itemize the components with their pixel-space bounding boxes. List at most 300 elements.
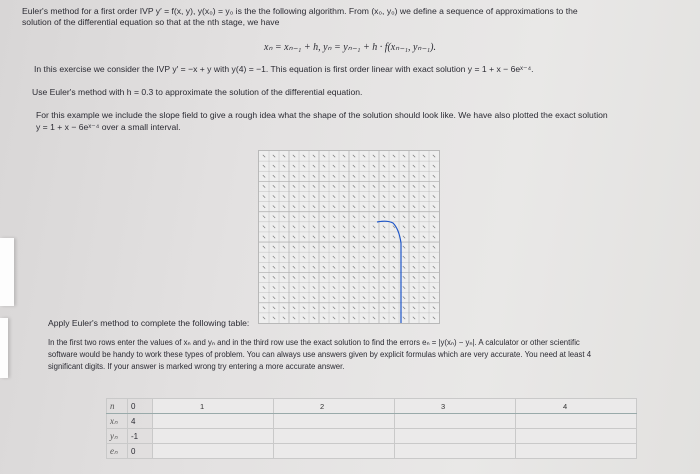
slope-mark bbox=[353, 185, 355, 187]
slope-mark bbox=[283, 286, 285, 288]
slope-mark bbox=[373, 297, 375, 299]
slope-mark bbox=[383, 155, 385, 157]
slope-mark bbox=[273, 256, 275, 258]
slope-mark bbox=[393, 256, 395, 258]
row-label-n: n bbox=[107, 399, 128, 414]
slope-mark bbox=[263, 216, 265, 218]
slope-mark bbox=[373, 185, 375, 187]
slope-mark bbox=[303, 185, 305, 187]
slope-mark bbox=[323, 205, 325, 207]
slope-mark bbox=[293, 155, 295, 157]
slope-mark bbox=[383, 297, 385, 299]
y1-input-cell[interactable] bbox=[153, 429, 274, 444]
intro-line-1: Euler's method for a first order IVP y′ = f(x, y), y(x₀) = y₀ is the the following algorithm. From (x₀, y₀) we define a sequence of approximations to the bbox=[22, 6, 578, 16]
slope-mark bbox=[363, 307, 365, 309]
slope-mark bbox=[363, 256, 365, 258]
slope-mark bbox=[333, 205, 335, 207]
slope-mark bbox=[313, 256, 315, 258]
x1-input-cell[interactable] bbox=[153, 414, 274, 429]
slope-mark bbox=[273, 297, 275, 299]
e2-input-cell[interactable] bbox=[274, 444, 395, 459]
slope-mark bbox=[423, 216, 425, 218]
slope-mark bbox=[263, 165, 265, 167]
slope-mark bbox=[423, 317, 425, 319]
slope-mark bbox=[383, 276, 385, 278]
slope-mark bbox=[413, 286, 415, 288]
slope-mark bbox=[263, 276, 265, 278]
step-size-statement: Use Euler's method with h = 0.3 to approximate the solution of the differential equation. bbox=[32, 87, 363, 97]
slope-mark bbox=[263, 307, 265, 309]
slope-mark bbox=[403, 205, 405, 207]
slope-mark bbox=[423, 226, 425, 228]
slope-mark bbox=[283, 256, 285, 258]
slope-mark bbox=[313, 286, 315, 288]
slope-mark bbox=[433, 256, 435, 258]
euler-table bbox=[106, 398, 637, 459]
slope-mark bbox=[423, 165, 425, 167]
slope-mark bbox=[293, 286, 295, 288]
slope-mark bbox=[343, 307, 345, 309]
slope-mark bbox=[373, 165, 375, 167]
slope-mark bbox=[353, 286, 355, 288]
slope-mark bbox=[373, 216, 375, 218]
slope-mark bbox=[283, 165, 285, 167]
slope-mark bbox=[403, 165, 405, 167]
slope-mark bbox=[333, 246, 335, 248]
slope-mark bbox=[433, 205, 435, 207]
slope-mark bbox=[413, 195, 415, 197]
slope-mark bbox=[353, 276, 355, 278]
slope-mark bbox=[343, 297, 345, 299]
slope-mark bbox=[363, 297, 365, 299]
slope-mark bbox=[413, 297, 415, 299]
slope-mark bbox=[363, 185, 365, 187]
slope-mark bbox=[373, 317, 375, 319]
slope-mark bbox=[363, 286, 365, 288]
slope-field-plot bbox=[258, 150, 440, 324]
slope-mark bbox=[333, 175, 335, 177]
slope-mark bbox=[353, 256, 355, 258]
slope-mark bbox=[303, 226, 305, 228]
slope-mark bbox=[303, 317, 305, 319]
slope-mark bbox=[313, 226, 315, 228]
slope-mark bbox=[353, 307, 355, 309]
slope-mark bbox=[393, 297, 395, 299]
slope-mark bbox=[313, 175, 315, 177]
slope-mark bbox=[263, 195, 265, 197]
slope-mark bbox=[263, 266, 265, 268]
slope-mark bbox=[303, 175, 305, 177]
slope-mark bbox=[373, 286, 375, 288]
slope-mark bbox=[303, 307, 305, 309]
table-row-n bbox=[107, 399, 637, 414]
slope-mark bbox=[433, 246, 435, 248]
slope-mark bbox=[293, 256, 295, 258]
slope-mark bbox=[373, 256, 375, 258]
slope-mark bbox=[313, 317, 315, 319]
slope-mark bbox=[393, 236, 395, 238]
intro-line-2: solution of the differential equation so that at the nth stage, we have bbox=[22, 17, 280, 27]
slope-mark bbox=[353, 266, 355, 268]
slope-mark bbox=[393, 286, 395, 288]
slope-mark bbox=[293, 276, 295, 278]
slope-mark bbox=[353, 195, 355, 197]
column-header-1: 1 bbox=[200, 402, 205, 411]
slope-mark bbox=[343, 216, 345, 218]
y2-input-cell[interactable] bbox=[274, 429, 395, 444]
x2-input-cell[interactable] bbox=[274, 414, 395, 429]
slope-mark bbox=[323, 266, 325, 268]
slope-mark bbox=[423, 155, 425, 157]
slope-mark bbox=[393, 175, 395, 177]
slope-mark bbox=[333, 266, 335, 268]
slope-mark bbox=[413, 236, 415, 238]
slope-mark bbox=[383, 226, 385, 228]
slope-mark bbox=[423, 307, 425, 309]
slope-mark bbox=[353, 175, 355, 177]
slope-mark bbox=[413, 165, 415, 167]
n-column-2 bbox=[274, 399, 395, 414]
slope-mark bbox=[323, 276, 325, 278]
slope-mark bbox=[403, 175, 405, 177]
slope-mark bbox=[273, 276, 275, 278]
slope-mark bbox=[283, 155, 285, 157]
slope-mark bbox=[413, 307, 415, 309]
column-header-3: 3 bbox=[441, 402, 446, 411]
slope-mark bbox=[263, 236, 265, 238]
slope-mark bbox=[303, 216, 305, 218]
slope-mark bbox=[333, 226, 335, 228]
slope-mark bbox=[353, 165, 355, 167]
slope-mark bbox=[333, 155, 335, 157]
slope-field-note-1: For this example we include the slope field to give a rough idea what the shape of the solution should look like. We have also plotted the exact solution bbox=[36, 110, 608, 120]
slope-mark bbox=[303, 155, 305, 157]
slope-mark bbox=[293, 175, 295, 177]
slope-mark bbox=[383, 286, 385, 288]
y4-input-cell[interactable] bbox=[516, 429, 637, 444]
slope-mark bbox=[363, 317, 365, 319]
x-value-0: 4 bbox=[128, 414, 153, 429]
slope-mark bbox=[263, 317, 265, 319]
e4-input-cell[interactable] bbox=[516, 444, 637, 459]
n-column-1 bbox=[153, 399, 274, 414]
slope-mark bbox=[343, 226, 345, 228]
slope-mark bbox=[373, 226, 375, 228]
e3-input-cell[interactable] bbox=[395, 444, 516, 459]
slope-mark bbox=[323, 165, 325, 167]
slope-mark bbox=[403, 256, 405, 258]
slope-mark bbox=[423, 185, 425, 187]
slope-mark bbox=[373, 195, 375, 197]
slope-mark bbox=[403, 226, 405, 228]
slope-mark bbox=[363, 266, 365, 268]
slope-mark bbox=[393, 266, 395, 268]
slope-mark bbox=[303, 256, 305, 258]
e-value-0: 0 bbox=[128, 444, 153, 459]
slope-mark bbox=[353, 205, 355, 207]
slope-mark bbox=[393, 205, 395, 207]
slope-mark bbox=[433, 185, 435, 187]
y3-input-cell[interactable] bbox=[395, 429, 516, 444]
slope-mark bbox=[423, 256, 425, 258]
slope-mark bbox=[403, 317, 405, 319]
slope-mark bbox=[273, 236, 275, 238]
slope-mark bbox=[283, 175, 285, 177]
slope-mark bbox=[393, 185, 395, 187]
slope-mark bbox=[293, 246, 295, 248]
slope-mark bbox=[323, 256, 325, 258]
slope-mark bbox=[433, 175, 435, 177]
slope-mark bbox=[413, 276, 415, 278]
slope-mark bbox=[343, 236, 345, 238]
slope-mark bbox=[403, 276, 405, 278]
slope-mark bbox=[423, 175, 425, 177]
slope-mark bbox=[333, 216, 335, 218]
slope-mark bbox=[433, 266, 435, 268]
slope-mark bbox=[423, 195, 425, 197]
slope-mark bbox=[273, 266, 275, 268]
slope-mark bbox=[333, 185, 335, 187]
slope-mark bbox=[373, 246, 375, 248]
slope-mark bbox=[353, 216, 355, 218]
slope-mark bbox=[383, 236, 385, 238]
slope-mark bbox=[383, 165, 385, 167]
slope-mark bbox=[393, 155, 395, 157]
slope-mark bbox=[283, 195, 285, 197]
slope-mark bbox=[353, 317, 355, 319]
slope-mark bbox=[293, 216, 295, 218]
slope-mark bbox=[273, 195, 275, 197]
slope-field-note-2: y = 1 + x − 6eˣ⁻⁴ over a small interval. bbox=[36, 122, 181, 132]
slope-mark bbox=[293, 195, 295, 197]
x3-input-cell[interactable] bbox=[395, 414, 516, 429]
slope-mark bbox=[343, 185, 345, 187]
slope-mark bbox=[413, 246, 415, 248]
slope-mark bbox=[303, 236, 305, 238]
slope-mark bbox=[363, 276, 365, 278]
slope-mark bbox=[383, 195, 385, 197]
slope-mark bbox=[303, 195, 305, 197]
slope-mark bbox=[373, 236, 375, 238]
slope-mark bbox=[283, 185, 285, 187]
slope-mark bbox=[313, 297, 315, 299]
slope-mark bbox=[353, 246, 355, 248]
slope-mark bbox=[323, 155, 325, 157]
slope-mark bbox=[333, 297, 335, 299]
row-label-e: eₙ bbox=[107, 444, 128, 459]
slope-mark bbox=[423, 297, 425, 299]
slope-mark bbox=[333, 276, 335, 278]
slope-mark bbox=[403, 246, 405, 248]
slope-mark bbox=[423, 276, 425, 278]
row-label-y: yₙ bbox=[107, 429, 128, 444]
slope-mark bbox=[283, 226, 285, 228]
slope-mark bbox=[373, 155, 375, 157]
slope-mark bbox=[273, 216, 275, 218]
slope-mark bbox=[343, 165, 345, 167]
slope-mark bbox=[383, 266, 385, 268]
slope-mark bbox=[423, 286, 425, 288]
slope-mark bbox=[293, 185, 295, 187]
slope-mark bbox=[313, 276, 315, 278]
slope-mark bbox=[393, 165, 395, 167]
slope-mark bbox=[403, 185, 405, 187]
slope-mark bbox=[373, 307, 375, 309]
slope-mark bbox=[403, 155, 405, 157]
slope-mark bbox=[263, 205, 265, 207]
slope-mark bbox=[343, 195, 345, 197]
slope-mark bbox=[383, 205, 385, 207]
slope-mark bbox=[363, 216, 365, 218]
slope-mark bbox=[283, 236, 285, 238]
slope-mark bbox=[303, 205, 305, 207]
table-row-x bbox=[107, 414, 637, 429]
slope-mark bbox=[323, 185, 325, 187]
slope-mark bbox=[273, 286, 275, 288]
x4-input-cell[interactable] bbox=[516, 414, 637, 429]
slope-mark bbox=[343, 205, 345, 207]
slope-mark bbox=[313, 165, 315, 167]
slope-mark bbox=[403, 195, 405, 197]
slope-mark bbox=[283, 307, 285, 309]
slope-mark bbox=[403, 266, 405, 268]
slope-mark bbox=[313, 205, 315, 207]
slope-mark bbox=[363, 165, 365, 167]
slope-mark bbox=[333, 256, 335, 258]
slope-mark bbox=[413, 175, 415, 177]
slope-mark bbox=[393, 246, 395, 248]
slope-mark bbox=[323, 175, 325, 177]
slope-mark bbox=[403, 297, 405, 299]
slope-mark bbox=[393, 216, 395, 218]
slope-mark bbox=[263, 226, 265, 228]
slope-mark bbox=[383, 185, 385, 187]
slope-mark bbox=[333, 236, 335, 238]
ivp-statement: In this exercise we consider the IVP y′ = −x + y with y(4) = −1. This equation is first order linear with exact solution y = 1 + x − 6eˣ⁻⁴. bbox=[34, 64, 534, 74]
slope-mark bbox=[433, 286, 435, 288]
slope-mark bbox=[273, 205, 275, 207]
slope-mark bbox=[363, 155, 365, 157]
slope-mark bbox=[383, 175, 385, 177]
slope-mark bbox=[433, 155, 435, 157]
slope-mark bbox=[323, 216, 325, 218]
slope-mark bbox=[343, 256, 345, 258]
slope-mark bbox=[303, 165, 305, 167]
slope-mark bbox=[433, 226, 435, 228]
slope-mark bbox=[403, 307, 405, 309]
slope-mark bbox=[413, 226, 415, 228]
slope-mark bbox=[363, 246, 365, 248]
paper-edge-left bbox=[0, 238, 14, 306]
slope-mark bbox=[433, 195, 435, 197]
slope-mark bbox=[393, 307, 395, 309]
slope-mark bbox=[433, 307, 435, 309]
slope-mark bbox=[293, 307, 295, 309]
slope-mark bbox=[413, 256, 415, 258]
slope-mark bbox=[333, 307, 335, 309]
slope-mark bbox=[383, 307, 385, 309]
slope-mark bbox=[393, 276, 395, 278]
slope-mark bbox=[433, 317, 435, 319]
slope-mark bbox=[353, 155, 355, 157]
slope-mark bbox=[323, 317, 325, 319]
slope-mark bbox=[353, 236, 355, 238]
y-value-0: -1 bbox=[128, 429, 153, 444]
slope-mark bbox=[323, 226, 325, 228]
slope-mark bbox=[293, 266, 295, 268]
slope-mark bbox=[383, 246, 385, 248]
slope-mark bbox=[413, 155, 415, 157]
slope-mark bbox=[353, 226, 355, 228]
slope-mark bbox=[303, 276, 305, 278]
slope-mark bbox=[263, 175, 265, 177]
slope-mark bbox=[363, 175, 365, 177]
slope-mark bbox=[363, 226, 365, 228]
slope-mark bbox=[293, 317, 295, 319]
n-column-4 bbox=[516, 399, 637, 414]
slope-mark bbox=[363, 195, 365, 197]
slope-mark bbox=[293, 165, 295, 167]
slope-mark bbox=[393, 317, 395, 319]
slope-mark bbox=[333, 165, 335, 167]
paper-edge-left-lower bbox=[0, 318, 8, 378]
slope-mark bbox=[393, 195, 395, 197]
slope-mark bbox=[363, 205, 365, 207]
slope-mark bbox=[313, 307, 315, 309]
slope-mark bbox=[283, 205, 285, 207]
slope-mark bbox=[333, 317, 335, 319]
slope-mark bbox=[323, 307, 325, 309]
slope-mark bbox=[293, 236, 295, 238]
slope-mark bbox=[423, 246, 425, 248]
instructions-paragraph-2: software would be handy to work these types of problem. You can always use answers given by explicit formulas which are very accurate. You need at least 4 bbox=[48, 350, 592, 359]
slope-mark bbox=[283, 216, 285, 218]
slope-mark bbox=[273, 246, 275, 248]
slope-mark bbox=[293, 226, 295, 228]
slope-mark bbox=[313, 266, 315, 268]
e1-input-cell[interactable] bbox=[153, 444, 274, 459]
slope-mark bbox=[273, 317, 275, 319]
euler-formula: xₙ = xₙ₋₁ + h, yₙ = yₙ₋₁ + h · f(xₙ₋₁, yₙ₋₁). bbox=[264, 42, 436, 53]
slope-mark bbox=[373, 266, 375, 268]
slope-mark bbox=[433, 236, 435, 238]
slope-mark bbox=[273, 185, 275, 187]
slope-mark bbox=[323, 286, 325, 288]
slope-mark bbox=[273, 175, 275, 177]
slope-mark bbox=[433, 297, 435, 299]
slope-mark bbox=[273, 165, 275, 167]
slope-mark bbox=[363, 236, 365, 238]
slope-mark bbox=[403, 286, 405, 288]
slope-mark bbox=[263, 256, 265, 258]
table-row-y bbox=[107, 429, 637, 444]
slope-mark bbox=[413, 185, 415, 187]
slope-mark bbox=[343, 246, 345, 248]
n-column-3 bbox=[395, 399, 516, 414]
slope-mark bbox=[413, 266, 415, 268]
slope-mark bbox=[343, 155, 345, 157]
slope-mark bbox=[283, 266, 285, 268]
slope-mark bbox=[413, 317, 415, 319]
slope-mark bbox=[433, 216, 435, 218]
slope-mark bbox=[323, 236, 325, 238]
slope-mark bbox=[333, 286, 335, 288]
slope-mark bbox=[373, 205, 375, 207]
slope-mark bbox=[403, 216, 405, 218]
table-row-e bbox=[107, 444, 637, 459]
slope-mark bbox=[373, 175, 375, 177]
slope-mark bbox=[283, 317, 285, 319]
